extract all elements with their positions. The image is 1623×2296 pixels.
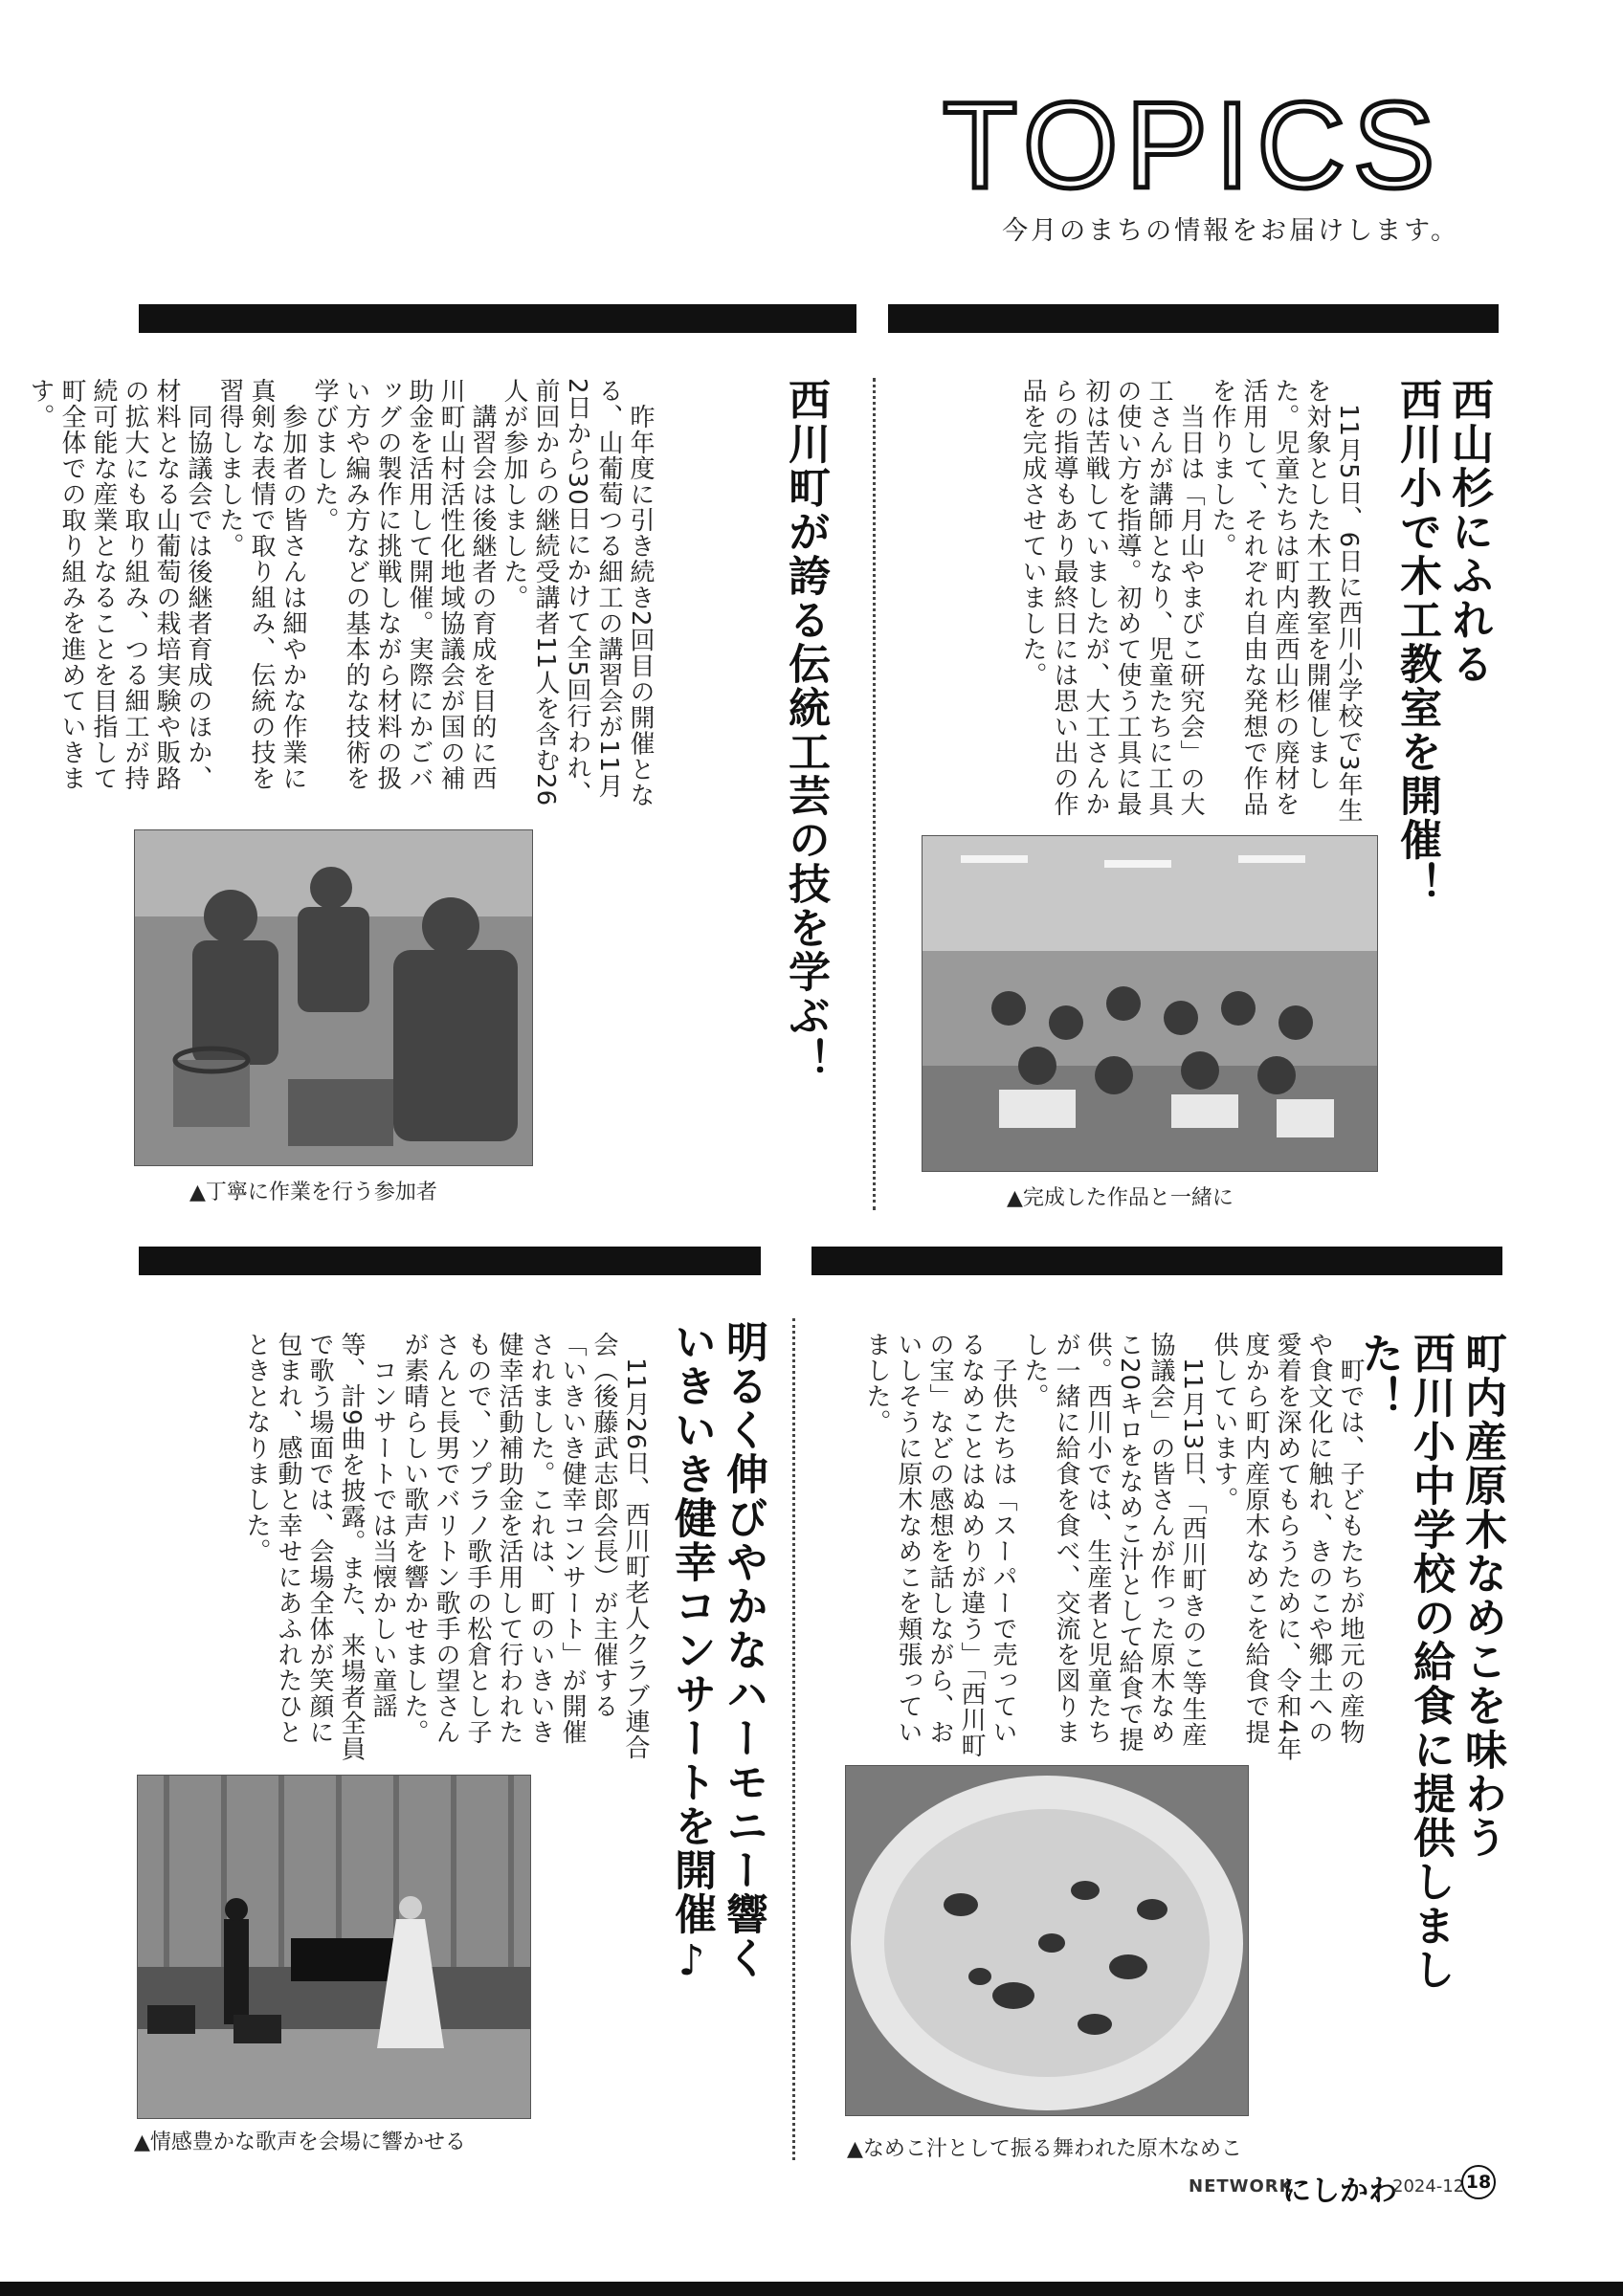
caption-craft: ▲丁寧に作業を行う参加者 xyxy=(189,1181,437,1204)
section-bar xyxy=(888,304,1499,333)
column-divider xyxy=(873,378,876,1210)
article-headline-craft: 西川町が誇る伝統工芸の技を学ぶ！ xyxy=(781,378,830,1082)
bottom-band xyxy=(0,2282,1623,2296)
article-body-concert: 11月26日、西川町老人クラブ連合会（後藤武志郎会長）が主催する「いきいき健幸コンサート」が開催されました。これは、町のいきいき健幸活動補助金を活用して行われたもので、ソプラノ歌手の松倉とし子さんと長男でバリトン歌手の望さんが素晴らしい歌声を響かせました。 コンサートでは当懐かしい童謡等、計9曲を披露。また、来場者全員で歌う場面では、会場全体が笑顔に包まれ、感動と幸せにあふれたひとときとなりました。 xyxy=(242,1332,650,1762)
article-headline-nameko: 町内産原木なめこを味わう 西川小中学校の給食に提供しました！ xyxy=(1354,1332,1506,1992)
page-number: 18 xyxy=(1461,2165,1496,2199)
article-headline-concert: 明るく伸びやかなハーモニー響く いきいき健幸コンサートを開催♪ xyxy=(667,1320,767,1987)
caption-wood: ▲完成した作品と一緒に xyxy=(1007,1186,1234,1210)
caption-nameko: ▲なめこ汁として振る舞われた原木なめこ xyxy=(847,2137,1242,2161)
section-bar xyxy=(812,1247,1502,1275)
article-body-craft: 昨年度に引き続き2回目の開催となる、山葡萄つる細工の講習会が11月2日から30日にかけて全5回行われ、前回からの継続受講者11人を含む26人が参加しました。 講習会は後継者の育成を目的に西川町山村活性化地域協議会が国の補助金を活用して開催。実際にかごバッグの製作に挑戦しながら材料の扱い方や編み方などの基本的な技術を学びました。 参加者の皆さんは細やかな作業に真剣な表情で取り組み、伝統の技を習得しました。 同協議会では後継者育成のほか、材料となる山葡萄の栽培実験や販路の拡大にも取り組み、つる細工が持続可能な産業となることを目指して町全体での取り組みを進めていきます。 xyxy=(26,378,655,808)
page-subtitle: 今月のまちの情報をお届けします。 xyxy=(1002,216,1459,246)
article-body-nameko: 町では、子どもたちが地元の産物や食文化に触れ、きのこや郷土への愛着を深めてもらうために、令和4年度から町内産原木なめこを給食で提供しています。 11月13日、「西川町きのこ等生産協議会」の皆さんが作った原木なめこ20キロをなめこ汁として給食で提供。西川小では、生産者と児童たちが一緒に給食を食べ、交流を図りました。 子供たちは「スーパーで売っているなめことはぬめりが違う」「西川町の宝」などの感想を話しながら、おいしそうに原木なめこを頬張っていました。 xyxy=(862,1332,1365,1762)
section-bar xyxy=(139,304,856,333)
footer-publication-name: にしかわ xyxy=(1282,2175,1397,2208)
page-title: TOPICS xyxy=(943,77,1443,214)
column-divider xyxy=(792,1318,795,2160)
caption-concert: ▲情感豊かな歌声を会場に響かせる xyxy=(134,2130,466,2154)
section-bar xyxy=(139,1247,761,1275)
article-body-wood: 11月5日、6日に西川小学校で3年生を対象とした木工教室を開催しました。児童たちは町内産西山杉の廃材を活用して、それぞれ自由な発想で作品を作りました。 当日は「月山やまびこ研究会」の大工さんが講師となり、児童たちに工具の使い方を指導。初めて使う工具に最初は苦戦していましたが、大工さんからの指導もあり最終日には思い出の作品を完成させていました。 xyxy=(1018,378,1363,824)
footer-date: 2024-12 xyxy=(1392,2176,1465,2197)
photo-craft-workshop xyxy=(134,829,533,1166)
photo-concert-stage xyxy=(137,1775,531,2119)
article-headline-wood: 西山杉にふれる 西川小で木工教室を開催！ xyxy=(1392,378,1493,906)
photo-nameko-soup xyxy=(845,1765,1249,2116)
footer-network-label: NETWORK xyxy=(1189,2176,1294,2197)
photo-wood-workshop xyxy=(922,835,1378,1172)
